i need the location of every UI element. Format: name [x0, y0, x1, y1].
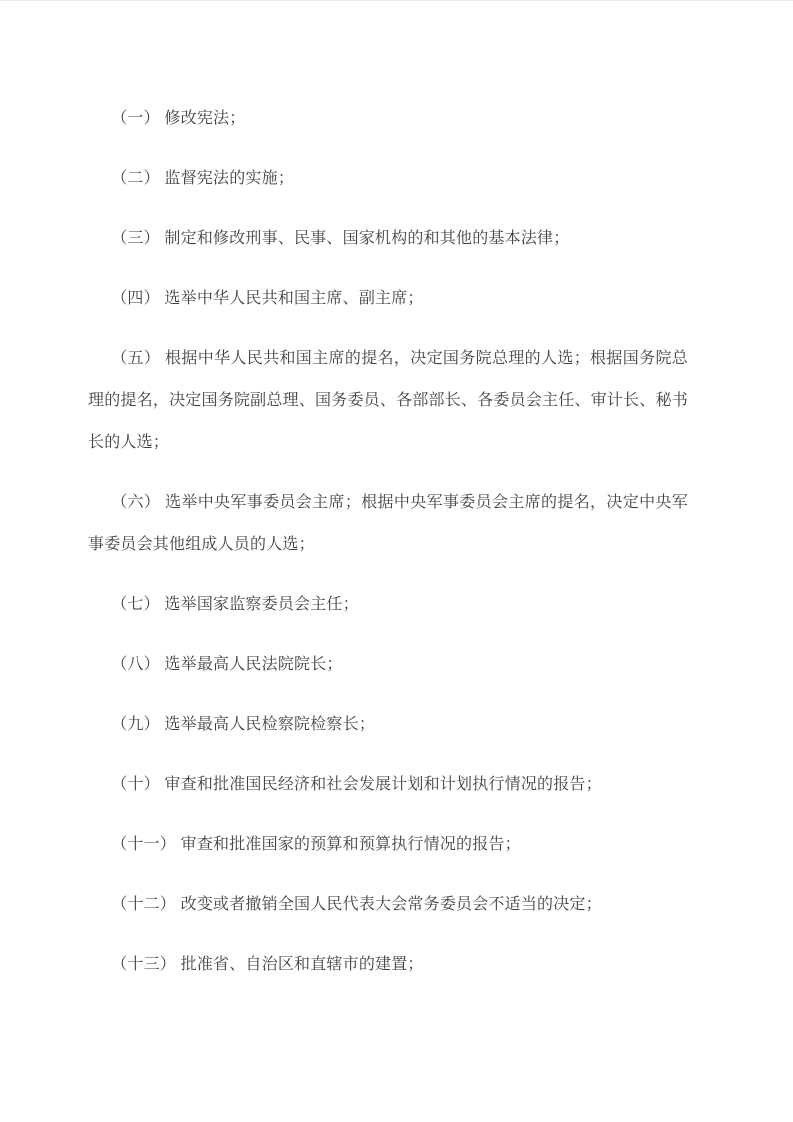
document-paragraph: （九） 选举最高人民检察院检察长； [111, 716, 376, 733]
document-paragraph: （十三） 批准省、自治区和直辖市的建置； [111, 956, 424, 973]
document-paragraph: （八） 选举最高人民法院院长； [111, 656, 343, 673]
document-paragraph: （五） 根据中华人民共和国主席的提名，决定国务院总理的人选；根据国务院总理的提名，决定国务院副总理、国务委员、各部部长、各委员会主任、审计长、秘书长的人选； [88, 350, 688, 451]
document-paragraph: （十） 审查和批准国民经济和社会发展计划和计划执行情况的报告； [111, 776, 602, 793]
document-paragraph: （十二） 改变或者撤销全国人民代表大会常务委员会不适当的决定； [111, 896, 602, 913]
document-paragraph: （二） 监督宪法的实施； [111, 170, 295, 187]
document-paragraph: （十一） 审查和批准国家的预算和预算执行情况的报告； [111, 836, 521, 853]
document-paragraph: （四） 选举中华人民共和国主席、副主席； [111, 290, 424, 307]
document-paragraph: （六） 选举中央军事委员会主席；根据中央军事委员会主席的提名，决定中央军事委员会其他组成人员的人选； [88, 494, 688, 553]
document-paragraph: （七） 选举国家监察委员会主任； [111, 596, 359, 613]
document-paragraph: （三） 制定和修改刑事、民事、国家机构的和其他的基本法律； [111, 230, 570, 247]
document-paragraph: （一） 修改宪法； [111, 110, 246, 127]
document-page [0, 1, 793, 1026]
